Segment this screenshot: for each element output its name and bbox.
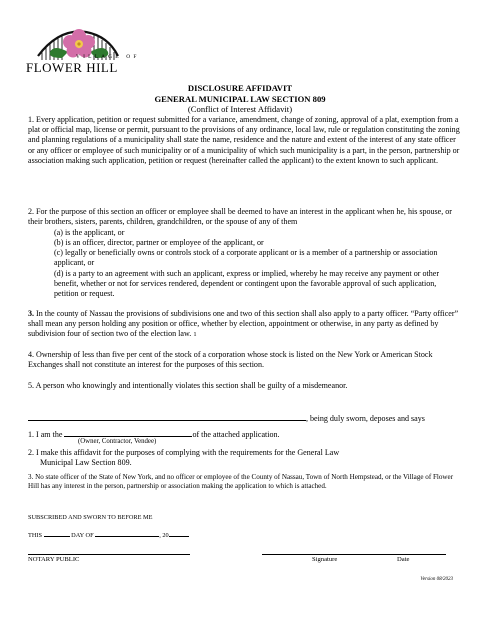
section-3-text: In the county of Nassau the provisions of subdivisions one and two of this section shall also apply to a party officer. “Party officer” shall mean any person holding any position or office, whether by election, appointment or otherwise, in any party as defined by subdivision four of section two of the election law. <box>28 309 459 339</box>
notary-date-line <box>28 530 189 540</box>
month-field[interactable] <box>95 530 159 537</box>
section-5: 5. A person who knowingly and intentionally violates this section shall be guilty of a misdemeanor. <box>28 381 348 390</box>
document-subtitle: GENERAL MUNICIPAL LAW SECTION 809 <box>154 93 326 104</box>
logo-name-text: FLOWER HILL <box>26 60 118 75</box>
year-prefix: , 20 <box>159 532 169 539</box>
year-field[interactable] <box>169 530 189 537</box>
item-1-end: of the attached application. <box>192 430 280 439</box>
section-2-item-b: (b) is an officer, director, partner or employee of the applicant, or <box>54 237 264 247</box>
role-field[interactable] <box>64 428 192 437</box>
section-3-number: 3. <box>28 309 35 318</box>
day-of-label: DAY OF <box>71 532 94 539</box>
section-3 <box>28 309 460 341</box>
affidavit-item-2-line-2: Municipal Law Section 809. <box>40 458 132 467</box>
sworn-text: , being duly sworn, deposes and says <box>306 414 425 423</box>
footnote-mark: 1 <box>193 331 197 339</box>
section-2-item-a: (a) is the applicant, or <box>54 227 125 237</box>
village-logo <box>24 22 140 75</box>
item-1-start: 1. I am the <box>28 430 65 439</box>
section-2-item-d: (d) is a party to an agreement with such an applicant, express or implied, whereby he may receive any payment or other benefit, whether or not for services rendered, dependent or contingent upon the favorable approval of such application, petition or request. <box>54 268 439 298</box>
logo-village-text: VILLAGE OF <box>76 54 140 60</box>
signature-line[interactable] <box>262 554 446 555</box>
section-1: 1. Every application, petition or request submitted for a variance, amendment, change of zoning, approval of a plat, exemption from a plat or official map, license or permit, pursuant to the provisions of any ordinance, local law, rule or regulation constituting the zoning and planning regulations of a municipality shall state the name, residence and the nature and extent of the interest of any state officer or any officer or employee of such municipality or of a municipality of which such municipality is a part, in the person, partnership or association making such application, petition or request (hereinafter called the applicant) to the extent known to such applicant. <box>28 115 460 165</box>
document-title: DISCLOSURE AFFIDAVIT <box>187 83 293 93</box>
section-4: 4. Ownership of less than five per cent of the stock of a corporation whose stock is listed on the New York or American Stock Exchanges shall not constitute an interest for the purposes of this section. <box>28 350 433 370</box>
role-hint: (Owner, Contractor, Vendee) <box>78 438 157 445</box>
subscribed-text: SUBSCRIBED AND SWORN TO BEFORE ME <box>28 514 153 521</box>
this-label: THIS <box>28 532 42 539</box>
notary-signature-line[interactable] <box>28 554 190 555</box>
notary-public-label: NOTARY PUBLIC <box>28 556 80 563</box>
signature-label: Signature <box>312 556 338 563</box>
deponent-name-field[interactable] <box>28 412 306 421</box>
affidavit-item-2-line-1: 2. I make this affidavit for the purposes of complying with the requirements for the General Law <box>28 448 340 457</box>
day-field[interactable] <box>44 530 70 537</box>
version-label: Version 08/2023 <box>420 577 453 582</box>
section-2-item-c: (c) legally or beneficially owns or controls stock of a corporate applicant or is a member of a partnership or association applicant, or <box>54 248 438 268</box>
section-2-intro: 2. For the purpose of this section an officer or employee shall be deemed to have an interest in the applicant when he, his spouse, or their brothers, sisters, parents, children, grandchildren, or the spouse of any of them <box>28 207 452 227</box>
document-parenthetical: (Conflict of Interest Affidavit) <box>187 104 293 114</box>
date-label: Date <box>397 556 410 563</box>
deponent-line <box>28 412 460 424</box>
affidavit-item-3: 3. No state officer of the State of New York, and no officer or employee of the County of Nassau, Town of North Hempstead, or the Village of Flower Hill has any interest in the person, partnership or association making the application to which is attached. <box>28 473 454 490</box>
